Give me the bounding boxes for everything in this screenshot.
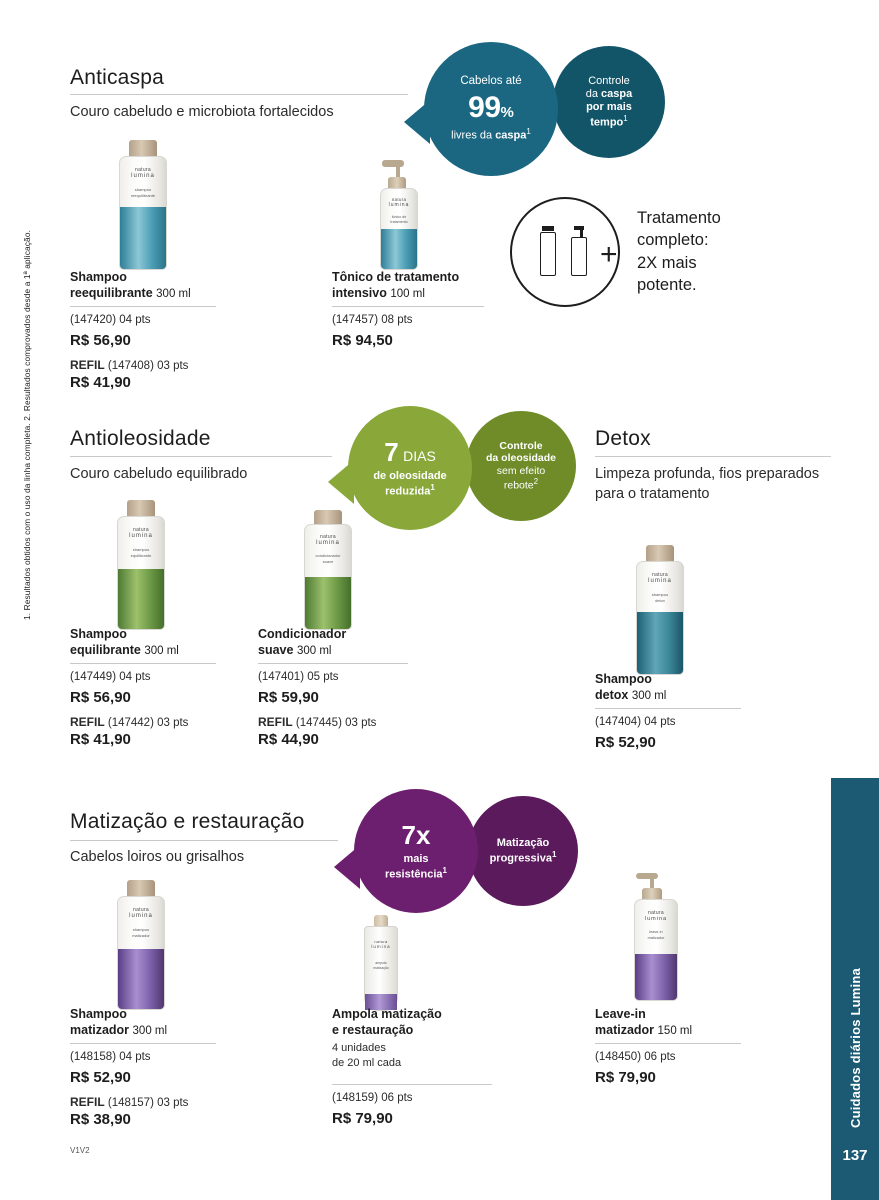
badge-sup: 1: [442, 866, 447, 875]
section-subtitle-antioleosidade: Couro cabeludo equilibrado: [70, 466, 248, 482]
mini-pump-bottle-icon: [571, 237, 587, 276]
product-name: Leave-in: [595, 1007, 646, 1021]
badge-sup: 1: [430, 483, 435, 492]
product-image-condicionador-suave: natura lumina condicionador suave: [290, 510, 366, 630]
product-code: (148159) 06 pts: [332, 1091, 413, 1104]
product-shampoo-matizador: [70, 1007, 216, 1128]
badge-line: Controle: [588, 74, 630, 87]
product-code: (148158) 04 pts: [70, 1051, 151, 1064]
combo-text: [637, 207, 721, 296]
product-image-leave-in-matizador: natura lumina leave-in matizador: [620, 873, 696, 1001]
section-subtitle-matizacao: Cabelos loiros ou grisalhos: [70, 849, 245, 865]
page-number: 137: [842, 1147, 868, 1164]
divider: [595, 708, 741, 709]
badge-line-strong: caspa: [601, 87, 633, 100]
badge-matizacao-progressiva: [468, 796, 578, 906]
product-code: (147420) 04 pts: [70, 314, 151, 327]
product-name-2: detox: [595, 687, 629, 702]
divider: [258, 663, 408, 664]
divider: [595, 456, 831, 457]
badge-line: livres da: [451, 129, 493, 142]
plus-icon: +: [600, 238, 618, 271]
badge-big-number: 7x: [401, 820, 431, 851]
product-volume: 300 ml: [296, 644, 332, 657]
product-code: (147401) 05 pts: [258, 671, 339, 684]
mini-bottle-icon: [540, 232, 556, 276]
product-name-2: matizador: [595, 1022, 655, 1037]
badge-line-strong: tempo: [590, 116, 624, 129]
divider: [70, 840, 338, 841]
badge-7-dias: [348, 406, 472, 530]
product-price: R$ 59,90: [258, 689, 319, 707]
product-volume: 150 ml: [657, 1024, 693, 1037]
product-code: (147449) 04 pts: [70, 671, 151, 684]
divider: [332, 1084, 492, 1085]
product-price: R$ 56,90: [70, 689, 131, 707]
product-shampoo-equilibrante: [70, 627, 216, 748]
divider: [70, 94, 408, 95]
tab-label: Cuidados diários Lumina: [848, 968, 863, 1128]
section-title-antioleosidade: Antioleosidade: [70, 427, 211, 450]
product-volume: 300 ml: [631, 689, 667, 702]
refill-price: R$ 41,90: [70, 731, 131, 749]
mini-pump-stem-icon: [580, 229, 583, 237]
divider: [70, 1043, 216, 1044]
refill-label: REFIL: [70, 358, 105, 373]
product-leave-in-matizador: [595, 1007, 741, 1086]
product-note-2: de 20 ml cada: [332, 1056, 402, 1069]
refill-label: REFIL: [70, 715, 105, 730]
badge-sup: 1: [623, 113, 628, 123]
badge-line: Controle: [499, 440, 543, 452]
product-price: R$ 52,90: [595, 734, 656, 752]
section-title-matizacao: Matização e restauração: [70, 810, 305, 833]
refill-label: REFIL: [258, 715, 293, 730]
product-image-ampola-matizacao: natura lumina ampola matização: [352, 915, 412, 1011]
refill-code: (148157) 03 pts: [107, 1097, 189, 1110]
product-price: R$ 79,90: [595, 1069, 656, 1087]
section-title-detox: Detox: [595, 427, 651, 450]
product-name: Tônico de tratamento: [332, 270, 460, 284]
refill-code: (147442) 03 pts: [107, 717, 189, 730]
refill-label: REFIL: [70, 1095, 105, 1110]
product-image-tonico-tratamento-intensivo: natura lumina tônico de tratamento: [366, 160, 436, 270]
combo-line-1: Tratamento: [637, 209, 721, 227]
badge-line: rebote: [503, 479, 534, 492]
section-title-anticaspa: Anticaspa: [70, 66, 165, 89]
badge-big-number: 7: [384, 437, 399, 468]
divider: [70, 663, 216, 664]
badge-sup: 2: [533, 477, 539, 487]
badge-line: da oleosidade: [485, 452, 557, 465]
badge-line: reduzida: [385, 485, 431, 498]
badge-7x: [354, 789, 478, 913]
product-name-2: suave: [258, 642, 294, 657]
side-footnote: 1. Resultados obtidos com o uso da linha completa. 2. Resultados comprovados desde a 1ª aplicação.: [22, 230, 32, 620]
divider: [70, 306, 216, 307]
refill-price: R$ 41,90: [70, 374, 131, 392]
combo-line-3: 2X mais: [637, 253, 697, 272]
product-name-2: intensivo: [332, 285, 387, 300]
product-name-2: equilibrante: [70, 642, 141, 657]
product-code: (147457) 08 pts: [332, 314, 413, 327]
product-volume: 300 ml: [132, 1024, 168, 1037]
product-image-shampoo-matizador: natura lumina shampoo matizador: [103, 880, 179, 1010]
product-name: Shampoo: [70, 627, 127, 641]
product-name-2: reequilibrante: [70, 285, 153, 300]
product-name: Shampoo: [70, 270, 127, 284]
product-name-2: e restauração: [332, 1022, 414, 1037]
divider: [332, 306, 484, 307]
badge-percent: %: [500, 103, 514, 121]
product-tonico-tratamento-intensivo: [332, 270, 484, 349]
product-name: Condicionador: [258, 627, 347, 641]
product-name: Ampola matização: [332, 1007, 442, 1021]
badge-controle-caspa: [553, 46, 665, 158]
badge-line: de oleosidade: [373, 470, 447, 483]
section-subtitle-anticaspa: Couro cabeludo e microbiota fortalecidos: [70, 104, 334, 120]
badge-unit: DIAS: [403, 448, 436, 465]
combo-line-2: completo:: [637, 231, 709, 250]
badge-line: progressiva: [489, 852, 552, 865]
badge-line: Cabelos até: [460, 75, 522, 88]
product-code: (147404) 04 pts: [595, 716, 676, 729]
product-code: (148450) 06 pts: [595, 1051, 676, 1064]
badge-line: sem efeito: [496, 464, 546, 477]
product-volume: 100 ml: [390, 287, 425, 300]
refill-code: (147445) 03 pts: [295, 717, 377, 730]
product-image-shampoo-reequilibrante: natura lumina shampoo reequilibrante: [105, 140, 181, 270]
badge-line: mais: [403, 853, 429, 866]
divider: [70, 456, 332, 457]
badge-line: Matização: [496, 836, 550, 849]
section-tab: [831, 778, 879, 1200]
product-name: Shampoo: [70, 1007, 127, 1021]
badge-controle-oleosidade: [466, 411, 576, 521]
combo-line-4: potente.: [637, 275, 697, 294]
product-shampoo-reequilibrante: [70, 270, 216, 391]
badge-line: da: [585, 87, 598, 100]
product-image-shampoo-detox: natura lumina shampoo detox: [622, 545, 698, 675]
product-shampoo-detox: [595, 672, 741, 751]
product-price: R$ 52,90: [70, 1069, 131, 1087]
section-subtitle-detox: Limpeza profunda, fios preparados para o tratamento: [595, 466, 820, 502]
product-price: R$ 79,90: [332, 1109, 393, 1127]
product-name-2: matizador: [70, 1022, 130, 1037]
version-code: V1V2: [70, 1146, 90, 1155]
divider: [595, 1043, 741, 1044]
refill-price: R$ 38,90: [70, 1111, 131, 1129]
product-price: R$ 56,90: [70, 332, 131, 350]
badge-sup: 1: [551, 849, 557, 859]
product-note-1: 4 unidades: [332, 1042, 386, 1055]
product-price: R$ 94,50: [332, 332, 393, 350]
badge-line: resistência: [385, 868, 443, 881]
badge-big-number: 99: [468, 90, 501, 124]
badge-99-caspa: [424, 42, 558, 176]
badge-sup: 1: [526, 127, 531, 137]
badge-line-strong: caspa: [495, 129, 527, 142]
refill-code: (147408) 03 pts: [107, 360, 189, 373]
product-volume: 300 ml: [144, 644, 179, 657]
badge-line: por mais: [586, 100, 632, 113]
product-name: Shampoo: [595, 672, 652, 686]
mini-bottle-cap-icon: [542, 226, 554, 231]
product-volume: 300 ml: [156, 287, 191, 300]
product-image-shampoo-equilibrante: natura lumina shampoo equilibrante: [103, 500, 179, 630]
product-condicionador-suave: [258, 627, 408, 748]
product-ampola-matizacao-restauracao: [332, 1007, 492, 1127]
refill-price: R$ 44,90: [258, 731, 319, 749]
